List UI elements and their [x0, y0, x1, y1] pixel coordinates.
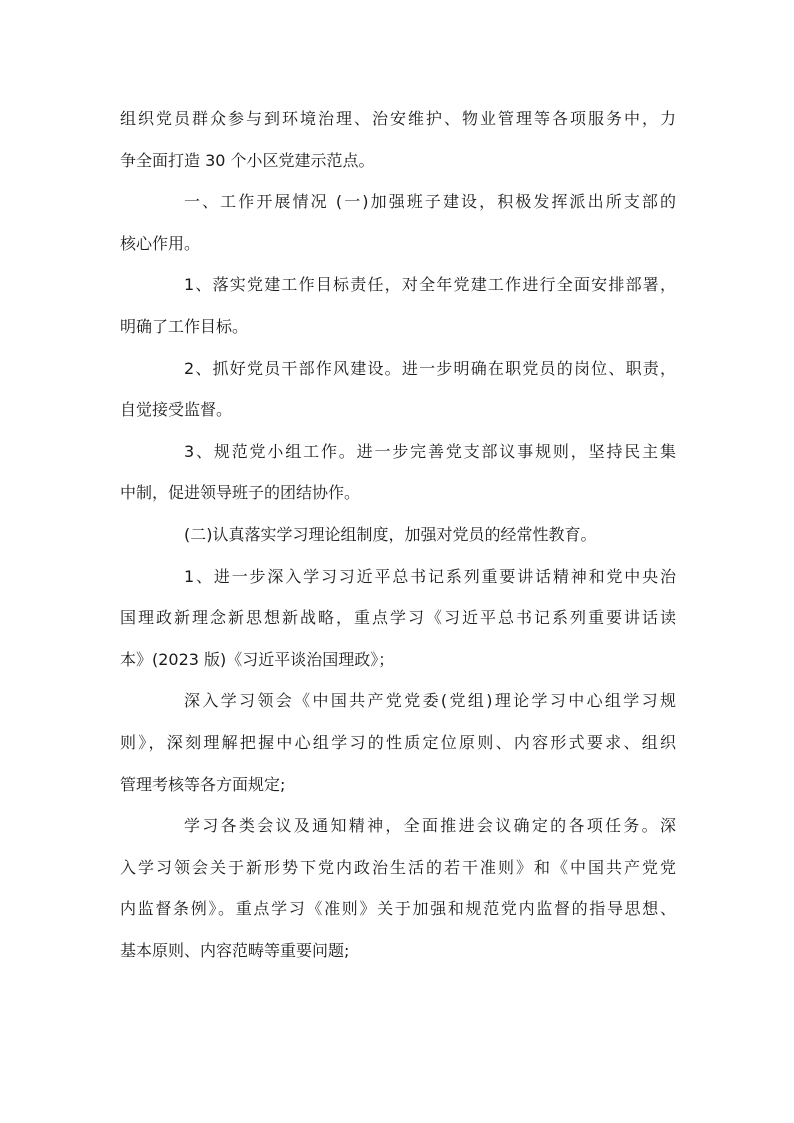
text-line: 国理政新理念新思想新战略，重点学习《习近平总书记系列重要讲话读	[120, 608, 676, 628]
list-item-line: 1、进一步深入学习习近平总书记系列重要讲话精神和党中央治	[184, 566, 676, 586]
text-line: 核心作用。	[120, 233, 201, 253]
section-heading-line: (二)认真落实学习理论组制度，加强对党员的经常性教育。	[184, 524, 597, 544]
text-line: 中制，促进领导班子的团结协作。	[120, 483, 361, 503]
text-line: 则》，深刻理解把握中心组学习的性质定位原则、内容形式要求、组织	[120, 732, 676, 752]
text-line: 本》(2023 版)《习近平谈治国理政》；	[120, 649, 395, 669]
text-line: 基本原则、内容范畴等重要问题;	[120, 940, 350, 960]
text-line: 入学习领会关于新形势下党内政治生活的若干准则》和《中国共产党党	[120, 857, 676, 877]
paragraph-line: 学习各类会议及通知精神，全面推进会议确定的各项任务。深	[184, 816, 676, 836]
text-line: 组织党员群众参与到环境治理、治安维护、物业管理等各项服务中，力	[120, 109, 676, 128]
text-line: 明确了工作目标。	[120, 316, 249, 336]
paragraph-line: 深入学习领会《中国共产党党委(党组)理论学习中心组学习规	[184, 691, 676, 711]
list-item-line: 3、规范党小组工作。进一步完善党支部议事规则，坚持民主集	[184, 441, 676, 461]
section-heading-line: 一、工作开展情况 (一)加强班子建设，积极发挥派出所支部的	[184, 192, 676, 212]
list-item-line: 2、抓好党员干部作风建设。进一步明确在职党员的岗位、职责，	[184, 358, 676, 378]
list-item-line: 1、落实党建工作目标责任，对全年党建工作进行全面安排部署，	[184, 275, 676, 295]
text-line: 争全面打造 30 个小区党建示范点。	[120, 150, 375, 170]
text-line: 内监督条例》。重点学习《准则》关于加强和规范党内监督的指导思想、	[120, 899, 676, 919]
text-line: 自觉接受监督。	[120, 400, 233, 420]
document-page	[120, 98, 676, 971]
text-line: 管理考核等各方面规定;	[120, 774, 286, 794]
